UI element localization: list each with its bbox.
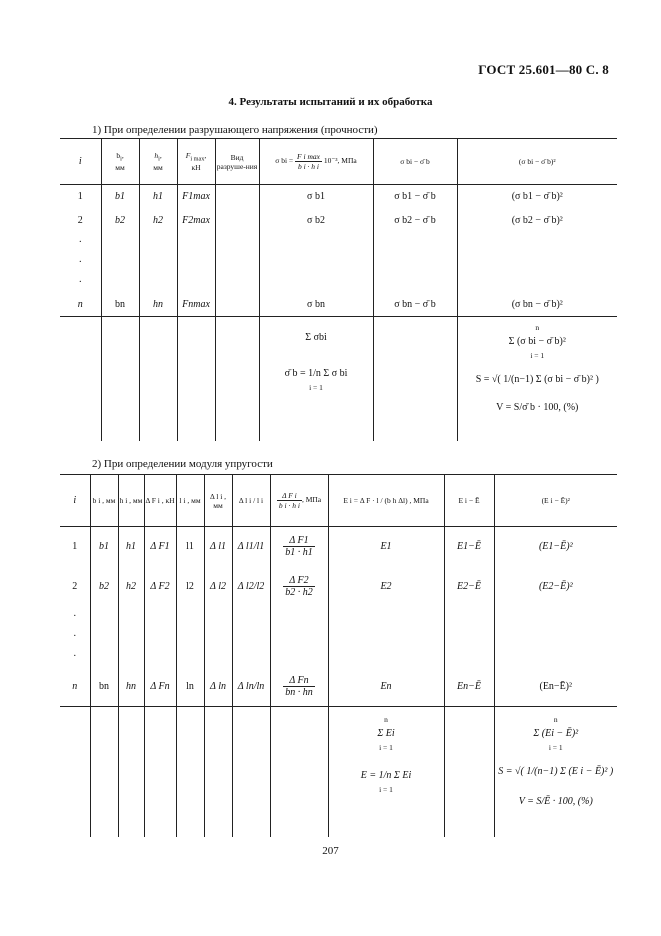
e-summary — [328, 707, 444, 837]
row-index: 1 — [77, 191, 83, 203]
head-delta-l: Δ l i , мм — [204, 475, 232, 527]
row-b: bn — [101, 293, 139, 317]
table-row — [60, 527, 617, 567]
row-index: n — [72, 680, 78, 692]
page-number: 207 — [322, 845, 339, 857]
mean-sigma: σ̄ b = 1/n Σ σ bi — [284, 368, 348, 379]
row-h: h2 — [118, 567, 144, 607]
row-f: F1max — [177, 185, 215, 209]
stats-summary — [494, 707, 617, 837]
sigma-summary — [259, 317, 373, 441]
row-sigma: σ b1 — [259, 185, 373, 209]
mean-e: E = 1/n Σ Ei — [360, 770, 412, 781]
sum-upper: n — [384, 715, 388, 724]
row-e-diff: En−Ē — [444, 667, 494, 707]
s-formula: S = √( 1/(n−1) Σ (σ bi − σ̄ b)² ) — [475, 374, 599, 385]
row-e: E1 — [328, 527, 444, 567]
ellipsis-row — [60, 607, 617, 667]
head-sigma-formula: σ bi = $\frac{\text{F i max}}{\text{b i · h i}}$ 10⁻³, МПа — [259, 139, 373, 185]
head-strain: Δ l i / l i — [232, 475, 270, 527]
row-b: b2 — [90, 567, 118, 607]
head-l: l i , мм — [176, 475, 204, 527]
row-e-diff: E2−Ē — [444, 567, 494, 607]
row-index: 1 — [72, 541, 78, 553]
summary-row — [60, 707, 617, 837]
ellipsis-dots: · · · — [73, 610, 77, 662]
row-e-sq: (En−Ē)² — [494, 667, 617, 707]
row-fracture — [215, 293, 259, 317]
row-e-diff: E1−Ē — [444, 527, 494, 567]
row-stress: $\frac{\text{Δ F2}}{b2 \cdot h2}$ — [270, 567, 328, 607]
v-formula: V = S/σ̄ b · 100, (%) — [496, 402, 579, 413]
sum-sigma: Σ σbi — [305, 332, 327, 343]
row-diff: σ b2 − σ̄ b — [373, 209, 457, 233]
row-index: 2 — [72, 581, 78, 592]
row-h: hn — [139, 293, 177, 317]
row-delta-f: Δ Fn — [144, 667, 176, 707]
sum-sq: Σ (Ei − Ē)² — [533, 728, 579, 739]
row-sq: (σ bn − σ̄ b)² — [457, 293, 617, 317]
row-diff: σ bn − σ̄ b — [373, 293, 457, 317]
head-modulus: E i = Δ F · l / (b h Δl) , МПа — [328, 475, 444, 527]
sum-lower: i = 1 — [548, 743, 563, 752]
row-l: l1 — [176, 527, 204, 567]
head-i: i — [60, 139, 101, 185]
row-e-sq: (E2−Ē)² — [494, 567, 617, 607]
row-b: b1 — [101, 185, 139, 209]
head-sigma-sq: (σ bi − σ̄ b)² — [457, 139, 617, 185]
row-sigma: σ bn — [259, 293, 373, 317]
row-l: ln — [176, 667, 204, 707]
v-formula: V = S/Ē · 100, (%) — [518, 796, 593, 807]
head-stress: $\frac{\text{Δ F i}}{\text{b i · h i}}$ , МПа — [270, 475, 328, 527]
ellipsis-row — [60, 233, 617, 293]
row-fracture — [215, 185, 259, 209]
row-delta-l: Δ ln — [204, 667, 232, 707]
row-index: 2 — [77, 215, 83, 226]
row-strain: Δ l2/l2 — [232, 567, 270, 607]
row-sq: (σ b2 − σ̄ b)² — [457, 209, 617, 233]
row-l: l2 — [176, 567, 204, 607]
table2-caption: 2) При определении модуля упругости — [92, 458, 273, 470]
row-b: bn — [90, 667, 118, 707]
sum-lower: i = 1 — [309, 383, 323, 392]
modulus-table — [60, 474, 617, 837]
head-delta-f: Δ F i , кН — [144, 475, 176, 527]
head-h: $h_i$, мм — [139, 139, 177, 185]
sum-upper: n — [553, 715, 558, 724]
head-i: i — [60, 475, 90, 527]
page-header: ГОСТ 25.601—80 С. 8 — [478, 62, 609, 77]
sum-e: Σ Ei — [377, 728, 395, 739]
row-e-sq: (E1−Ē)² — [494, 527, 617, 567]
row-strain: Δ l1/l1 — [232, 527, 270, 567]
head-f: $F_{i max}$, кН — [177, 139, 215, 185]
table-row — [60, 209, 617, 233]
row-b: b2 — [101, 209, 139, 233]
row-strain: Δ ln/ln — [232, 667, 270, 707]
table-row — [60, 667, 617, 707]
summary-row — [60, 317, 617, 441]
sum-lower: i = 1 — [379, 743, 393, 752]
row-sigma: σ b2 — [259, 209, 373, 233]
row-sq: (σ b1 − σ̄ b)² — [457, 185, 617, 209]
row-h: h1 — [139, 185, 177, 209]
stats-summary — [457, 317, 617, 441]
sum-lower: i = 1 — [379, 785, 393, 794]
row-b: b1 — [90, 527, 118, 567]
head-sigma-diff: σ bi − σ̄ b — [373, 139, 457, 185]
row-f: F2max — [177, 209, 215, 233]
head-fracture-type: Вид разруше-ния — [215, 139, 259, 185]
row-h: h2 — [139, 209, 177, 233]
row-e: E2 — [328, 567, 444, 607]
head-b: $b_i$, мм — [101, 139, 139, 185]
row-diff: σ b1 − σ̄ b — [373, 185, 457, 209]
row-delta-l: Δ l2 — [204, 567, 232, 607]
sum-sq: Σ (σ bi − σ̄ b)² — [508, 336, 566, 347]
head-b: b i , мм — [90, 475, 118, 527]
row-stress: $\frac{\text{Δ F1}}{b1 \cdot h1}$ — [270, 527, 328, 567]
row-fracture — [215, 209, 259, 233]
s-formula: S = √( 1/(n−1) Σ (E i − Ē)² ) — [498, 766, 614, 777]
table-row — [60, 185, 617, 209]
ellipsis-dots: · · · — [78, 236, 82, 288]
row-e: En — [328, 667, 444, 707]
row-f: Fnmax — [177, 293, 215, 317]
section-title: 4. Результаты испытаний и их обработка — [228, 96, 433, 108]
sum-lower: i = 1 — [530, 351, 545, 360]
strength-table — [60, 138, 617, 441]
head-e-diff: E i − Ē — [444, 475, 494, 527]
sum-upper: n — [535, 323, 540, 332]
row-delta-l: Δ l1 — [204, 527, 232, 567]
table-row — [60, 293, 617, 317]
row-index: n — [77, 298, 83, 310]
row-delta-f: Δ F2 — [144, 567, 176, 607]
head-e-sq: (E i − Ē)² — [494, 475, 617, 527]
row-h: hn — [118, 667, 144, 707]
row-h: h1 — [118, 527, 144, 567]
table1-caption: 1) При определении разрушающего напряжения (прочности) — [92, 124, 378, 136]
table-row — [60, 567, 617, 607]
row-delta-f: Δ F1 — [144, 527, 176, 567]
head-h: h i , мм — [118, 475, 144, 527]
row-stress: $\frac{\text{Δ Fn}}{bn \cdot hn}$ — [270, 667, 328, 707]
